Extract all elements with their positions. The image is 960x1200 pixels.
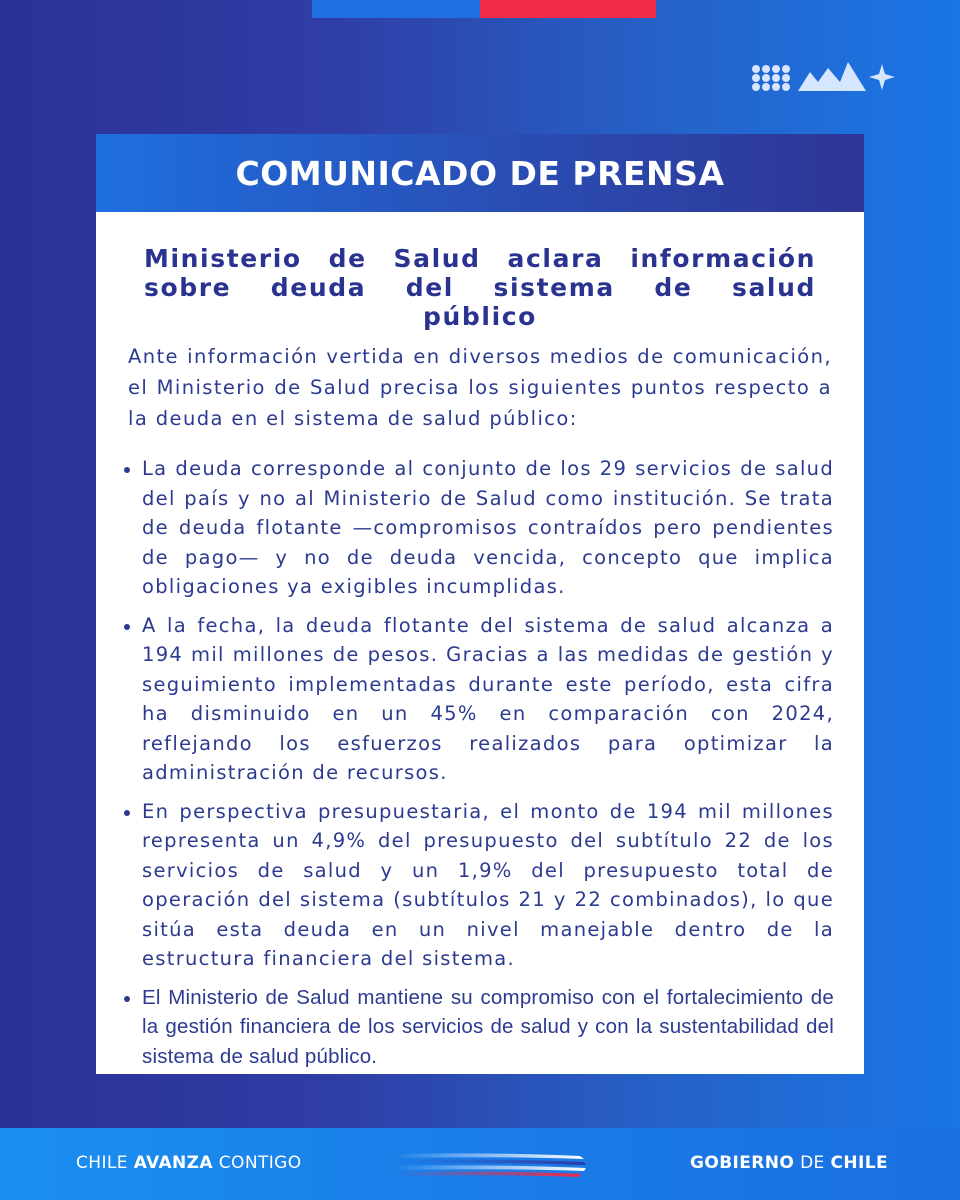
- footer-gov-bold-1: GOBIERNO: [689, 1153, 795, 1173]
- card-header: [96, 134, 864, 212]
- footer-gov-bold-2: CHILE: [830, 1153, 888, 1173]
- list-item: La deuda corresponde al conjunto de los 29 servicios de salud del país y no al Ministerio de Salud como institución. Se trata de deuda flotante —compromisos contraídos pero pendientes de pago— y no de deuda vencida, concepto que implica obligaciones ya exigibles incumplidas.: [122, 454, 834, 602]
- footer-gov-mid: DE: [794, 1153, 831, 1173]
- top-stripe-blue: [312, 0, 480, 18]
- article-points-list: [122, 454, 834, 1071]
- page-title: COMUNICADO DE PRENSA: [235, 153, 725, 193]
- footer-slogan-bold: AVANZA: [133, 1153, 213, 1173]
- footer-bar: [0, 1128, 960, 1200]
- article-headline: Ministerio de Salud aclara información sobre deuda del sistema de salud público: [144, 244, 816, 331]
- list-item: El Ministerio de Salud mantiene su compromiso con el fortalecimiento de la gestión financiera de los servicios de salud y con la sustentabilidad del sistema de salud público.: [122, 983, 834, 1072]
- footer-slogan-prefix: CHILE: [76, 1153, 134, 1173]
- gobierno-logo-icon: [748, 58, 898, 98]
- flag-streak-icon: [394, 1150, 590, 1180]
- press-release-card: [96, 134, 864, 1074]
- article-intro: Ante información vertida en diversos medios de comunicación, el Ministerio de Salud precisa los siguientes puntos respecto a la deuda en el sistema de salud público:: [128, 345, 832, 430]
- list-item: En perspectiva presupuestaria, el monto de 194 mil millones representa un 4,9% del presupuesto del subtítulo 22 de los servicios de salud y un 1,9% del presupuesto total de operación del sistema (subtítulos 21 y 22 combinados), lo que sitúa esta deuda en un nivel manejable dentro de la estructura financiera del sistema.: [122, 797, 834, 974]
- list-item: A la fecha, la deuda flotante del sistema de salud alcanza a 194 mil millones de pesos. Gracias a las medidas de gestión y seguimiento implementadas durante este período, esta cifra ha disminuido en un 45% en comparación con 2024, reflejando los esfuerzos realizados para optimizar la administración de recursos.: [122, 611, 834, 788]
- top-stripe-red: [480, 0, 656, 18]
- footer-slogan-suffix: CONTIGO: [212, 1153, 302, 1173]
- footer-government: [690, 1153, 888, 1173]
- footer-slogan: [76, 1153, 302, 1173]
